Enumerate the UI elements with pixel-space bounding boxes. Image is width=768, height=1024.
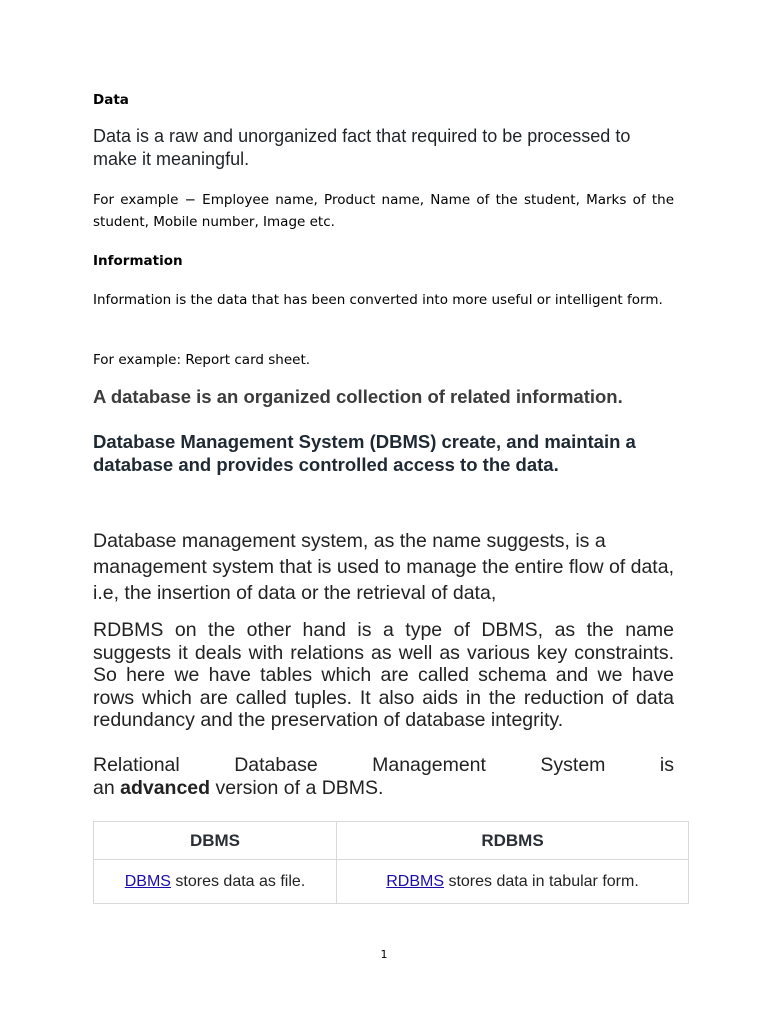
information-definition: Information is the data that has been converted into more useful or intelligent form. xyxy=(93,292,663,308)
data-heading: Data xyxy=(93,92,129,108)
rdbms-summary-second-line xyxy=(93,777,674,800)
dbms-definition: Database Management System (DBMS) create, and maintain a database and provides controlled access to the data. xyxy=(93,431,636,475)
rdbms-word: Relational xyxy=(93,754,180,776)
rdbms-word: System xyxy=(540,754,606,776)
rdbms-cell-text: stores data in tabular form. xyxy=(444,872,639,890)
rdbms-summary-first-line xyxy=(93,754,674,777)
data-example: For example − Employee name, Product name, Name of the student, Marks of the student, Mobile number, Image etc. xyxy=(93,192,674,230)
rdbms-word: Database xyxy=(234,754,318,776)
rdbms-summary xyxy=(93,754,674,799)
table-header-dbms: DBMS xyxy=(94,822,337,860)
dbms-paragraph: Database management system, as the name suggests, is a management system that is used to manage the entire flow of data, i.e, the insertion of data or the retrieval of data, xyxy=(93,530,674,604)
rdbms-suffix: version of a DBMS. xyxy=(210,776,384,799)
table-cell-rdbms xyxy=(337,860,689,904)
rdbms-paragraph: RDBMS on the other hand is a type of DBMS, as the name suggests it deals with relations as well as various key constraints. So here we have tables which are called schema and we have rows which are called tuples. It also aids in the reduction of data redundancy and the preservation of database integrity. xyxy=(93,619,674,731)
rdbms-link[interactable]: RDBMS xyxy=(386,872,444,890)
information-example: For example: Report card sheet. xyxy=(93,352,311,368)
data-definition: Data is a raw and unorganized fact that required to be processed to make it meaningful. xyxy=(93,126,631,169)
dbms-cell-text: stores data as file. xyxy=(170,872,306,890)
page-number: 1 xyxy=(380,948,388,961)
comparison-table xyxy=(93,821,689,904)
rdbms-word: Management xyxy=(372,754,486,776)
table-header-row xyxy=(94,822,689,860)
dbms-link[interactable]: DBMS xyxy=(124,872,171,890)
database-definition: A database is an organized collection of related information. xyxy=(93,386,623,407)
rdbms-bold-word: advanced xyxy=(120,776,211,799)
table-row xyxy=(94,860,689,904)
table-header-rdbms: RDBMS xyxy=(337,822,689,860)
rdbms-prefix: an xyxy=(93,776,121,799)
rdbms-word: is xyxy=(659,754,674,776)
table-cell-dbms xyxy=(94,860,337,904)
information-heading: Information xyxy=(93,253,183,269)
